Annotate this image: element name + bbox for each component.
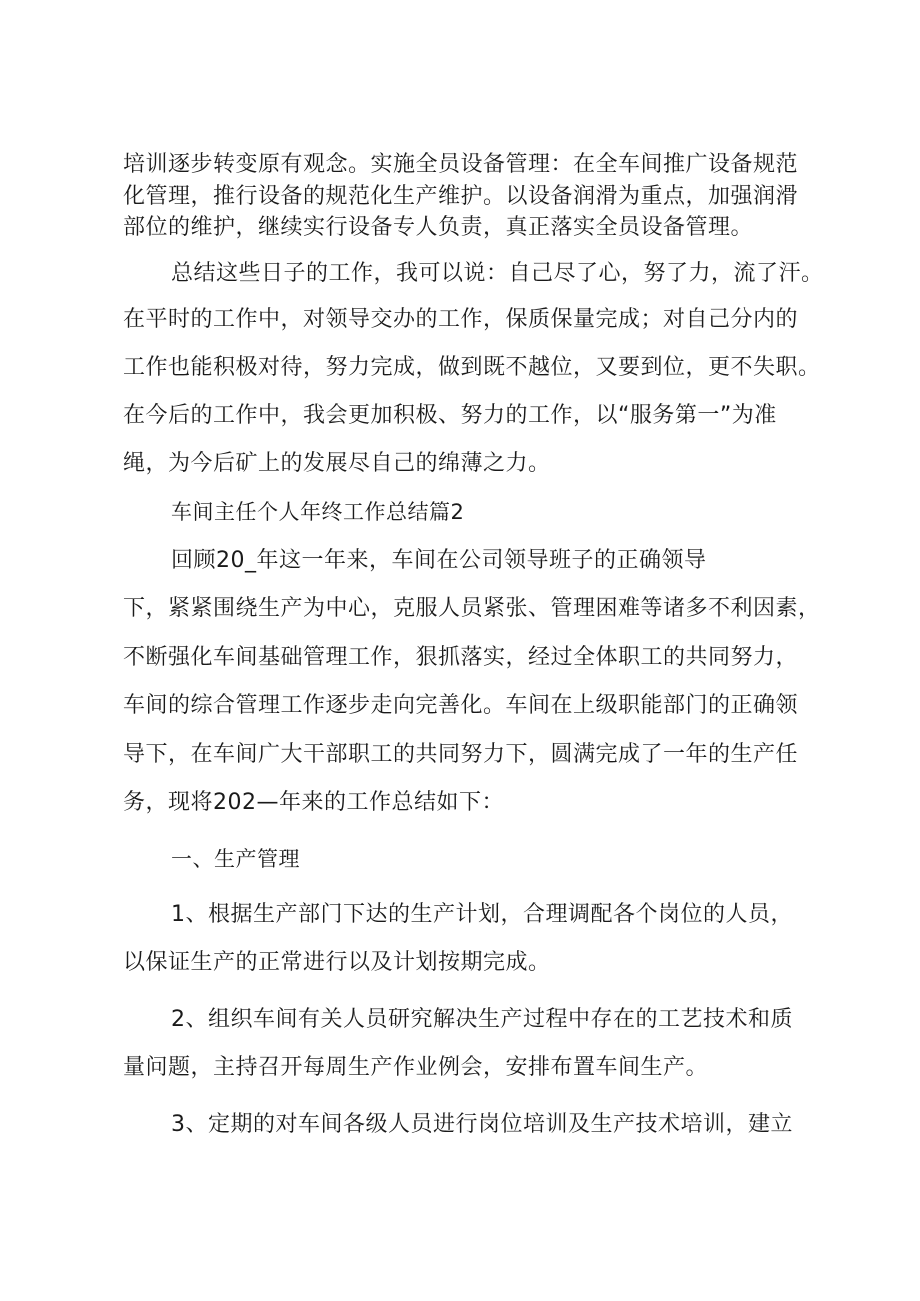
text-line: 在平时的工作中，对领导交办的工作，保质保量完成；对自己分内的: [123, 307, 799, 332]
text-line: 2、组织车间有关人员研究解决生产过程中存在的工艺技术和质: [171, 1007, 793, 1032]
text-line: 务，现将202—年来的工作总结如下：: [123, 790, 504, 815]
text-line: 回顾20_年这一年来，车间在公司领导班子的正确领导: [171, 548, 707, 573]
section-heading: 车间主任个人年终工作总结篇2: [171, 500, 465, 524]
text-line: 以保证生产的正常进行以及计划按期完成。: [123, 950, 551, 975]
text-line: 导下，在车间广大干部职工的共同努力下，圆满完成了一年的生产任: [123, 742, 799, 767]
text-line: 总结这些日子的工作，我可以说：自己尽了心，努了力，流了汗。: [171, 261, 824, 286]
text-line: 车间的综合管理工作逐步走向完善化。车间在上级职能部门的正确领: [123, 693, 799, 718]
text-line: 1、根据生产部门下达的生产计划，合理调配各个岗位的人员，: [171, 902, 793, 927]
text-line: 在今后的工作中，我会更加积极、努力的工作，以“服务第一”为准: [123, 403, 777, 428]
text-line: 下，紧紧围绕生产为中心，克服人员紧张、管理困难等诸多不利因素，: [123, 596, 821, 621]
text-line: 部位的维护，继续实行设备专人负责，真正落实全员设备管理。: [123, 215, 754, 240]
text-line: 化管理，推行设备的规范化生产维护。以设备润滑为重点，加强润滑: [123, 184, 799, 209]
text-line: 工作也能积极对待，努力完成，做到既不越位，又要到位，更不失职。: [123, 355, 821, 380]
text-line: 培训逐步转变原有观念。实施全员设备管理：在全车间推广设备规范: [123, 152, 799, 177]
section-heading: 一、生产管理: [171, 847, 300, 871]
text-line: 量问题，主持召开每周生产作业例会，安排布置车间生产。: [123, 1055, 709, 1080]
text-line: 绳，为今后矿上的发展尽自己的绵薄之力。: [123, 451, 551, 476]
text-line: 不断强化车间基础管理工作，狠抓落实，经过全体职工的共同努力，: [123, 645, 799, 670]
text-line: 3、定期的对车间各级人员进行岗位培训及生产技术培训，建立: [171, 1112, 793, 1137]
